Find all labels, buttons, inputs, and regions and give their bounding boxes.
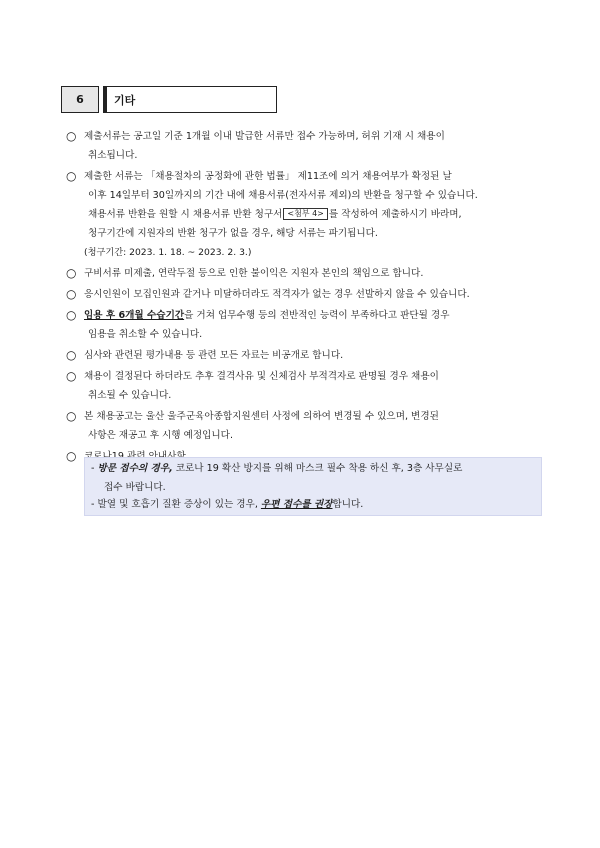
covid-notice-box xyxy=(84,457,542,516)
list-item xyxy=(66,264,546,283)
attachment-reference: <첨부 4> xyxy=(283,208,328,220)
item-text: 구비서류 미제출, 연락두절 등으로 인한 불이익은 지원자 본인의 책임으로 합니다. xyxy=(84,268,424,279)
item-text: 채용이 결정된다 하더라도 추후 결격사유 및 신체검사 부적격자로 판명될 경우 채용이 xyxy=(84,371,439,382)
item-text xyxy=(84,205,546,224)
circle-bullet-icon: ○ xyxy=(66,449,77,463)
list-item xyxy=(66,285,546,304)
circle-bullet-icon: ○ xyxy=(66,348,77,362)
item-text xyxy=(84,306,546,325)
note-line xyxy=(91,459,462,478)
note-text-segment: - 발열 및 호흡기 질환 증상이 있는 경우, xyxy=(91,499,261,510)
list-item xyxy=(66,367,546,405)
note-line: 접수 바랍니다. xyxy=(104,482,166,493)
notice-list xyxy=(66,127,546,468)
item-text-segment: 를 작성하여 제출하시기 바라며, xyxy=(328,209,462,220)
item-text: 본 채용공고는 울산 울주군육아종합지원센터 사정에 의하여 변경될 수 있으며, 변경된 xyxy=(84,411,439,422)
probation-emphasis: 임용 후 6개월 수습기간 xyxy=(84,310,185,321)
item-text: 이후 14일부터 30일까지의 기간 내에 채용서류(전자서류 제외)의 반환을 청구할 수 있습니다. xyxy=(88,190,478,201)
list-item xyxy=(66,167,546,262)
section-title: 기타 xyxy=(103,86,277,113)
circle-bullet-icon: ○ xyxy=(66,266,77,280)
note-text-segment: 코로나 19 확산 방지를 위해 마스크 필수 착용 하신 후, 3층 사무실로 xyxy=(172,463,463,474)
circle-bullet-icon: ○ xyxy=(66,287,77,301)
item-text: 임용을 취소할 수 있습니다. xyxy=(88,329,203,340)
item-text-segment: 채용서류 반환을 원할 시 채용서류 반환 청구서 xyxy=(88,209,283,220)
circle-bullet-icon: ○ xyxy=(66,129,77,143)
mail-emphasis: 우편 접수를 권장 xyxy=(260,499,333,510)
section-header xyxy=(61,86,277,113)
list-item xyxy=(66,346,546,365)
list-item xyxy=(66,127,546,165)
claim-period: (청구기간: 2023. 1. 18. ~ 2023. 2. 3.) xyxy=(84,247,252,258)
circle-bullet-icon: ○ xyxy=(66,409,77,423)
item-text: 청구기간에 지원자의 반환 청구가 없을 경우, 해당 서류는 파기됩니다. xyxy=(88,228,378,239)
list-item xyxy=(66,407,546,445)
note-line xyxy=(91,495,363,514)
item-text: 취소될 수 있습니다. xyxy=(88,390,172,401)
note-text-segment: 합니다. xyxy=(332,499,364,510)
list-item xyxy=(66,306,546,344)
item-text: 사항은 재공고 후 시행 예정입니다. xyxy=(88,430,233,441)
item-text: 응시인원이 모집인원과 같거나 미달하더라도 적격자가 없는 경우 선발하지 않을 수 있습니다. xyxy=(84,289,470,300)
circle-bullet-icon: ○ xyxy=(66,369,77,383)
section-number: 6 xyxy=(61,86,99,113)
visit-emphasis: 방문 접수의 경우, xyxy=(97,463,173,474)
circle-bullet-icon: ○ xyxy=(66,308,77,322)
item-text-segment: 을 거쳐 업무수행 등의 전반적인 능력이 부족하다고 판단될 경우 xyxy=(184,310,450,321)
item-text: 제출한 서류는 「채용절차의 공정화에 관한 법률」 제11조에 의거 채용여부가 확정된 날 xyxy=(84,171,452,182)
item-text: 제출서류는 공고일 기준 1개월 이내 발급한 서류만 접수 가능하며, 허위 기재 시 채용이 xyxy=(84,131,445,142)
item-text: 취소됩니다. xyxy=(88,150,138,161)
item-text: 심사와 관련된 평가내용 등 관련 모든 자료는 비공개로 합니다. xyxy=(84,350,344,361)
dash-marker: - xyxy=(91,463,98,474)
circle-bullet-icon: ○ xyxy=(66,169,77,183)
